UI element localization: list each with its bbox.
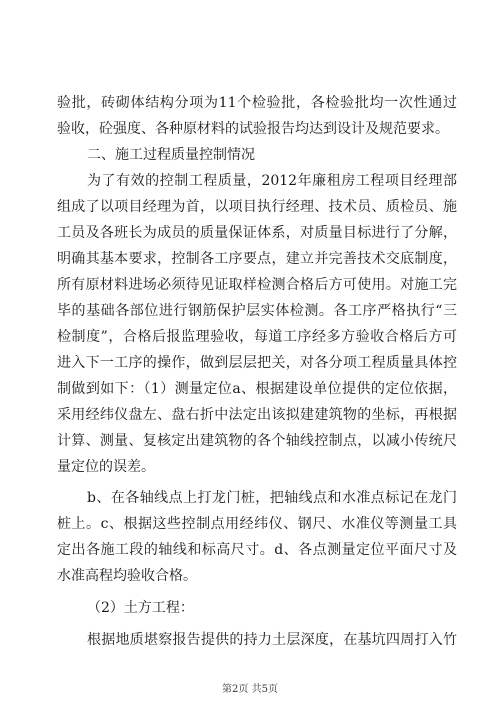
body-line: 为了有效的控制工程质量，2012年廉租房工程项目经理部 (87, 173, 457, 189)
body-line: 桩上。c、根据这些控制点用经纬仪、钢尺、水准仪等测量工具 (57, 516, 457, 532)
body-line: 采用经纬仪盘左、盘右折中法定出该拟建建筑物的坐标，再根据 (57, 407, 457, 423)
body-line: 毕的基础各部位进行钢筋保护层实体检测。各工序严格执行“三 (57, 303, 457, 319)
body-line: 根据地质堪察报告提供的持力土层深度，在基坑四周打入竹 (87, 632, 457, 648)
body-line: 验批，砖砌体结构分项为11个检验批，各检验批均一次性通过 (57, 95, 457, 111)
body-line: 所有原材料进场必须待见证取样检测合格后方可使用。对施工完 (57, 277, 457, 293)
body-line: 验收，砼强度、各种原材料的试验报告均达到设计及规范要求。 (57, 121, 449, 137)
body-line: 量定位的误差。 (57, 459, 155, 475)
body-line: 计算、测量、复核定出建筑物的各个轴线控制点，以减小传统尺 (57, 433, 457, 449)
body-line: 组成了以项目经理为首，以项目执行经理、技术员、质检员、施 (57, 199, 457, 215)
section-heading: 二、施工过程质量控制情况 (87, 147, 255, 163)
body-line: 工员及各班长为成员的质量保证体系，对质量目标进行了分解， (57, 225, 457, 241)
body-line: 明确其基本要求，控制各工序要点，建立并完善技术交底制度， (57, 251, 457, 267)
body-line: 检制度”，合格后报监理验收，每道工序经多方验收合格后方可 (57, 329, 457, 345)
page-number: 第2页 共5页 (222, 684, 278, 695)
body-line: b、在各轴线点上打龙门桩，把轴线点和水准点标记在龙门 (87, 490, 457, 506)
body-line: 定出各施工段的轴线和标高尺寸。d、各点测量定位平面尺寸及 (57, 542, 457, 558)
body-line: 水准高程均验收合格。 (57, 568, 197, 584)
body-line: 制做到如下：（1）测量定位a、根据建设单位提供的定位依据， (57, 381, 457, 397)
body-line: 进入下一工序的操作，做到层层把关，对各分项工程质量具体控 (57, 355, 457, 371)
subsection-heading: （2）土方工程： (87, 600, 194, 616)
